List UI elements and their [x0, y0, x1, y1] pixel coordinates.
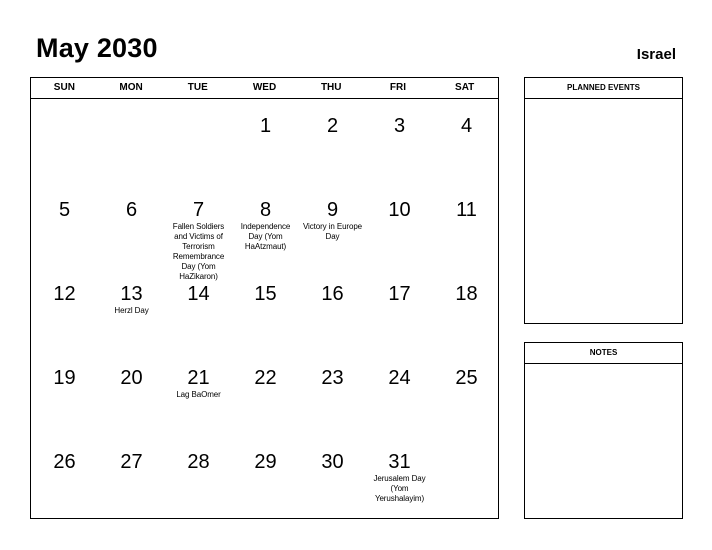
planned-events-box: [524, 77, 683, 324]
day-cell: [433, 351, 500, 435]
day-number: 15: [254, 283, 277, 305]
day-number: 26: [53, 451, 76, 473]
day-cell: [299, 351, 366, 435]
day-cell: [98, 267, 165, 351]
country-label: Israel: [636, 46, 676, 63]
day-number: 16: [321, 283, 344, 305]
day-number: 4: [460, 115, 473, 137]
day-cell: [433, 183, 500, 267]
day-cell: [98, 99, 165, 183]
day-cell: [433, 435, 500, 519]
day-number: 9: [326, 199, 339, 221]
day-cell: [31, 183, 98, 267]
day-cell: [366, 267, 433, 351]
notes-box: [524, 342, 683, 519]
day-number: 10: [388, 199, 411, 221]
day-grid: [31, 99, 498, 519]
day-number: 20: [120, 367, 143, 389]
day-number: 24: [388, 367, 411, 389]
calendar-grid: [30, 77, 499, 519]
weekday-mon: MON: [119, 82, 143, 93]
day-cell: [366, 183, 433, 267]
page-title: May 2030: [36, 33, 158, 63]
day-number: 21: [187, 367, 210, 389]
weekday-sun: SUN: [53, 82, 75, 93]
day-number: 7: [192, 199, 205, 221]
day-cell: [165, 183, 232, 281]
weekday-header: [31, 78, 498, 99]
day-cell: [31, 99, 98, 183]
day-cell: [31, 267, 98, 351]
day-number: 17: [388, 283, 411, 305]
day-number: 31: [388, 451, 411, 473]
day-cell: [232, 351, 299, 435]
day-cell: [299, 99, 366, 183]
day-number: 14: [187, 283, 210, 305]
day-cell: [98, 183, 165, 267]
day-cell: [366, 351, 433, 435]
day-cell: [165, 351, 232, 435]
holiday-label: Fallen Soldiers and Victims of Terrorism Remembrance Day (Yom HaZikaron): [172, 222, 225, 281]
day-number: 22: [254, 367, 277, 389]
day-cell: [299, 183, 366, 267]
day-number: 19: [53, 367, 76, 389]
day-cell: [232, 99, 299, 183]
day-cell: [31, 435, 98, 519]
holiday-label: Victory in Europe Day: [302, 222, 363, 241]
weekday-wed: WED: [252, 82, 277, 93]
holiday-label: Independence Day (Yom HaAtzmaut): [240, 222, 291, 251]
day-cell: [98, 351, 165, 435]
day-number: 18: [455, 283, 478, 305]
day-cell: [98, 435, 165, 519]
day-cell: [299, 435, 366, 519]
day-number: 3: [393, 115, 406, 137]
holiday-label: Jerusalem Day (Yom Yerushalayim): [373, 474, 426, 503]
planned-events-heading: PLANNED EVENTS: [525, 78, 682, 99]
day-cell: [299, 267, 366, 351]
day-cell: [165, 435, 232, 519]
day-number: 8: [259, 199, 272, 221]
holiday-label: Lag BaOmer: [176, 390, 221, 399]
day-number: 11: [456, 199, 477, 221]
day-cell: [433, 99, 500, 183]
day-cell: [366, 435, 433, 519]
day-cell: [31, 351, 98, 435]
day-number: 1: [259, 115, 272, 137]
day-number: 13: [120, 283, 143, 305]
day-number: 5: [58, 199, 71, 221]
day-number: 12: [53, 283, 76, 305]
day-number: 29: [254, 451, 277, 473]
holiday-label: Herzl Day: [114, 306, 149, 315]
day-cell: [433, 267, 500, 351]
day-number: 28: [187, 451, 210, 473]
weekday-sat: SAT: [455, 82, 475, 93]
day-number: 23: [321, 367, 344, 389]
weekday-fri: FRI: [389, 82, 406, 93]
day-number: 30: [321, 451, 344, 473]
day-cell: [366, 99, 433, 183]
notes-heading: NOTES: [525, 343, 682, 364]
weekday-tue: TUE: [187, 82, 208, 93]
day-cell: [232, 183, 299, 267]
day-cell: [232, 435, 299, 519]
day-cell: [232, 267, 299, 351]
day-cell: [165, 267, 232, 351]
day-number: 6: [125, 199, 138, 221]
day-cell: [165, 99, 232, 183]
day-number: 27: [120, 451, 143, 473]
weekday-thu: THU: [320, 82, 342, 93]
day-number: 2: [326, 115, 339, 137]
day-number: 25: [455, 367, 478, 389]
